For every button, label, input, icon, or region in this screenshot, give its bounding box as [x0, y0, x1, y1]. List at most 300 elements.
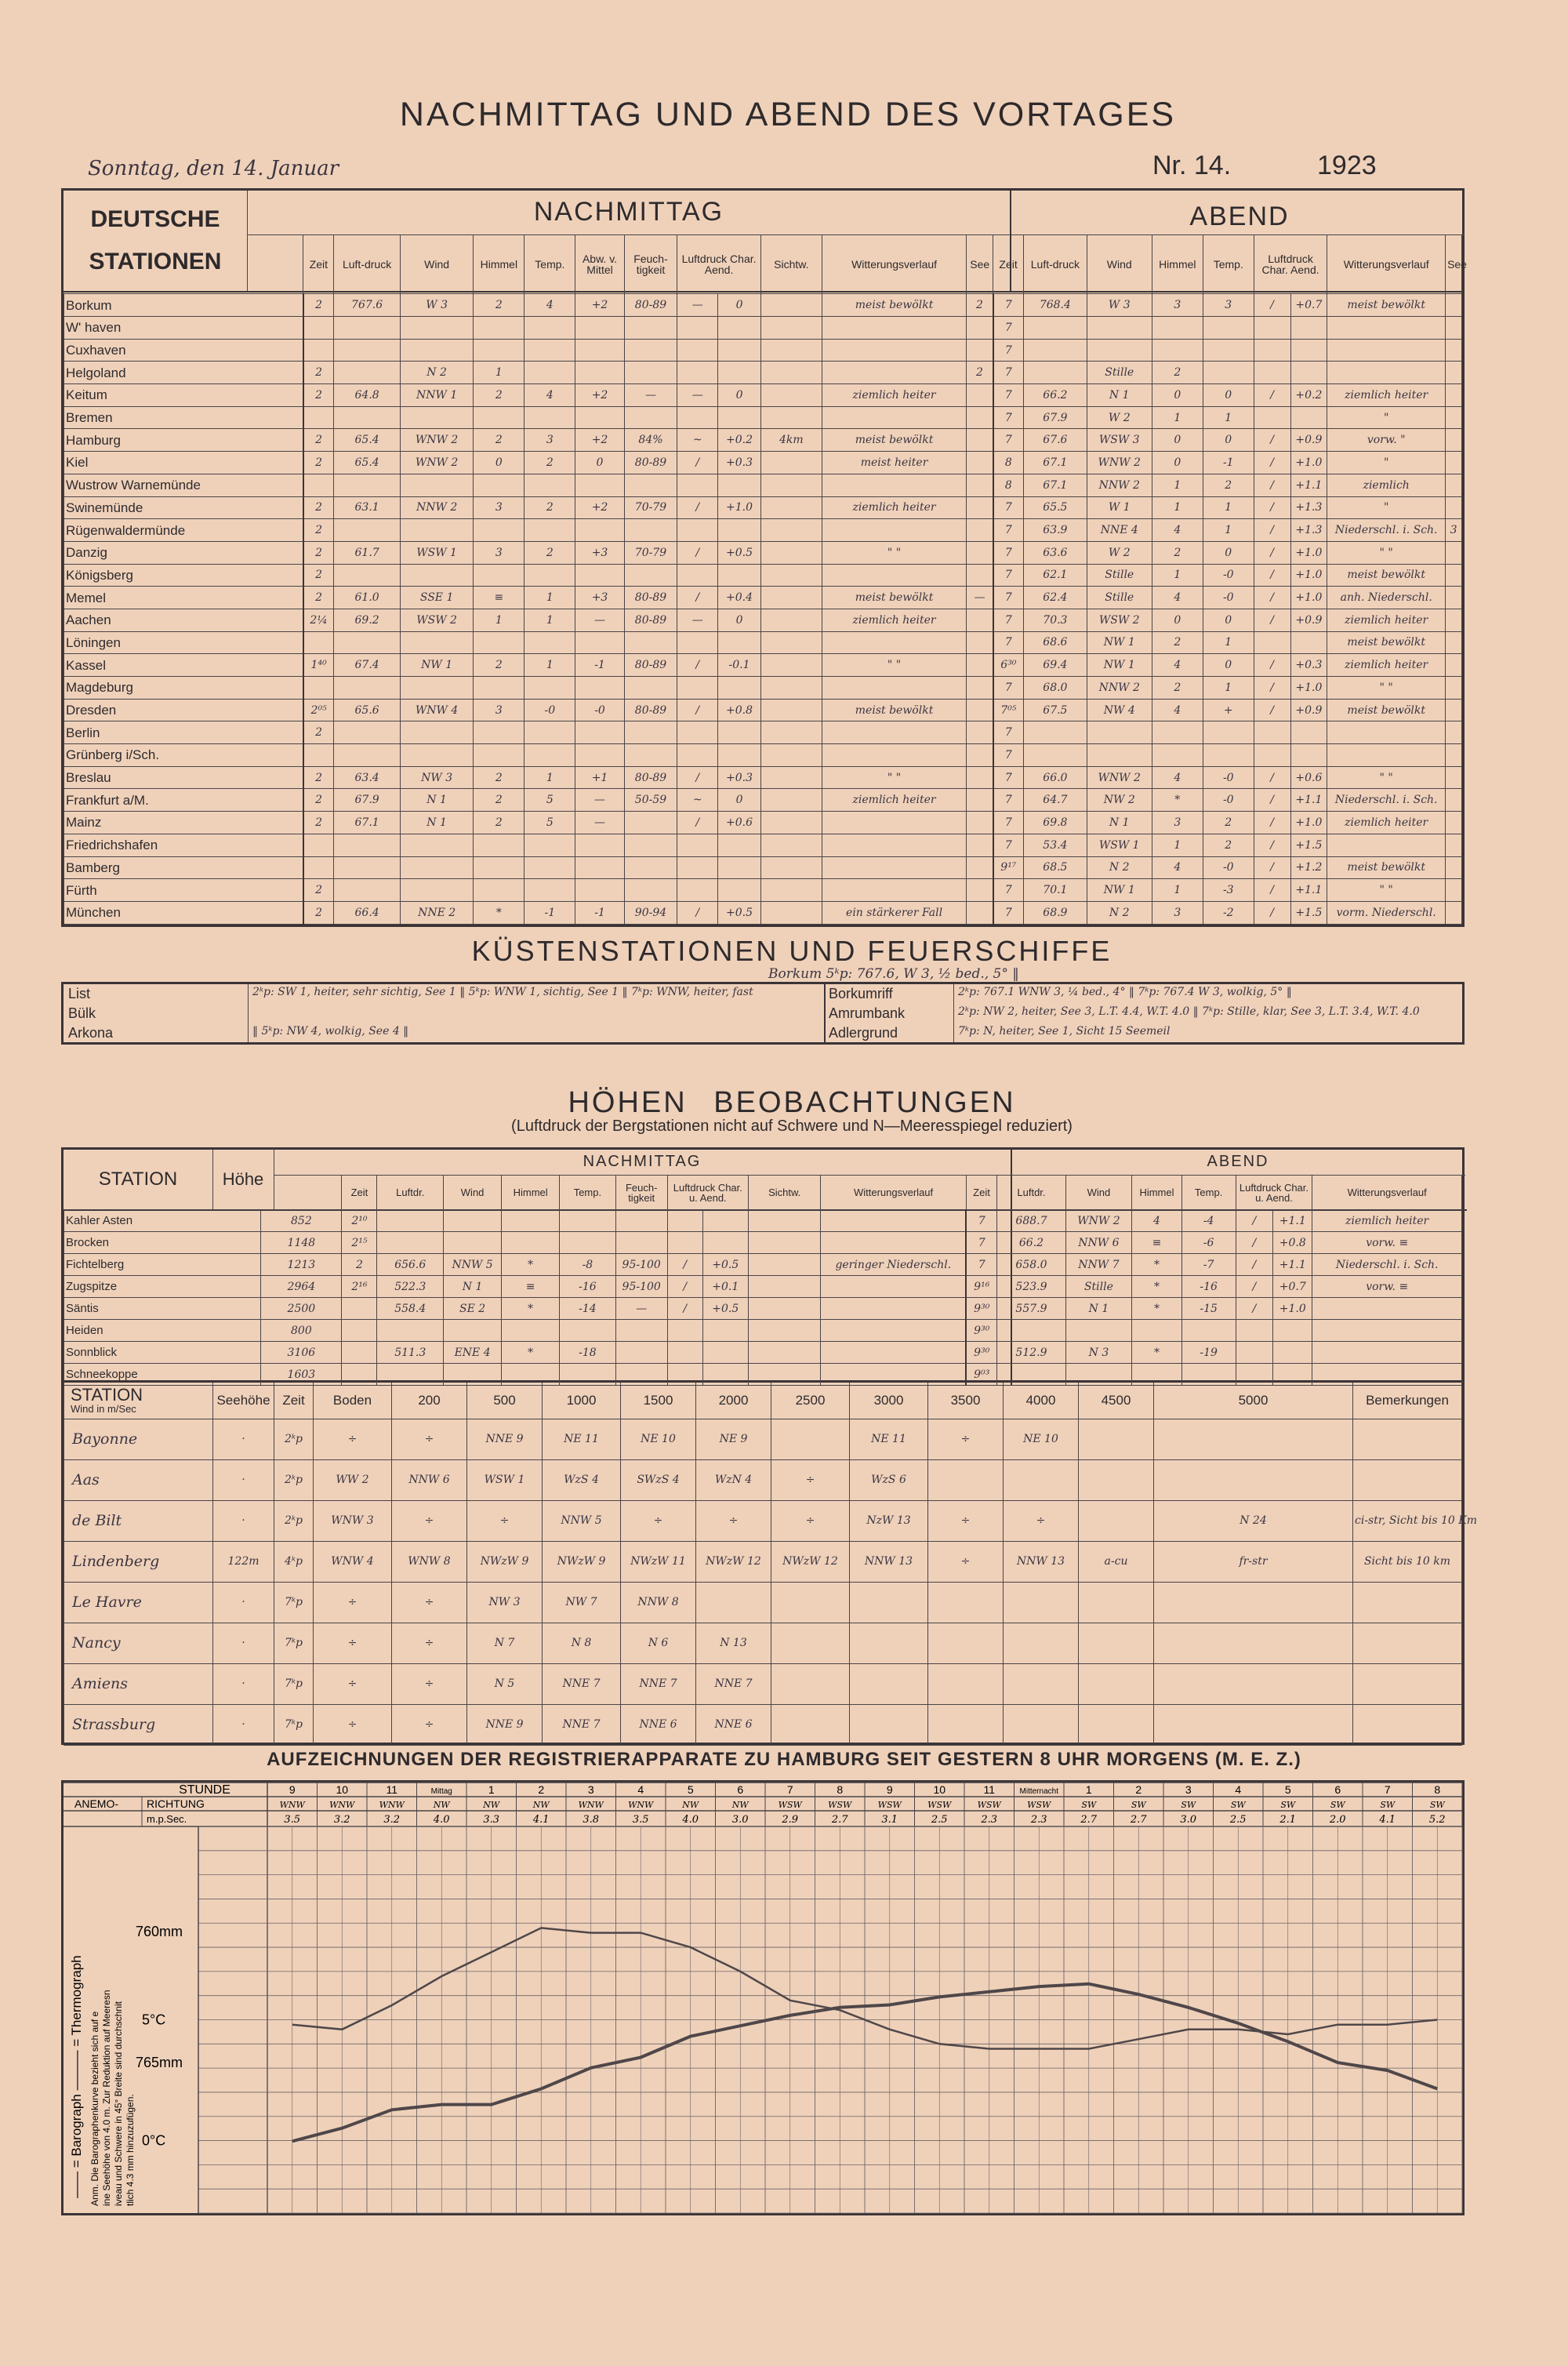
n-value: [334, 744, 400, 767]
upper-value: WW 2: [314, 1459, 392, 1500]
a-value: +0.9: [1290, 429, 1327, 452]
station-row: [64, 474, 1462, 496]
station-row: [64, 699, 1462, 721]
mountain-row: [64, 1298, 1462, 1320]
a-value: 7: [993, 294, 1024, 317]
upper-value: [771, 1663, 850, 1704]
h-a-value: -6: [1181, 1232, 1236, 1254]
a-value: -0: [1203, 766, 1254, 789]
upper-value: [1353, 1582, 1462, 1623]
upper-value: NWzW 12: [771, 1541, 850, 1582]
h-n-value: *: [502, 1298, 560, 1320]
n-value: 0: [718, 384, 761, 407]
upper-value: 7ᵏp: [274, 1663, 314, 1704]
wind-speed: 3.0: [731, 1814, 749, 1826]
upper-value: [1353, 1704, 1462, 1745]
a-value: [1254, 406, 1290, 429]
a-value: +1.0: [1290, 452, 1327, 474]
h-a-value: /: [1236, 1254, 1273, 1276]
n-value: [524, 879, 575, 902]
n-value: [474, 631, 524, 654]
mountain-height: 1603: [261, 1364, 342, 1386]
a-value: 7: [993, 789, 1024, 812]
upper-value: NNE 9: [467, 1704, 543, 1745]
n-value: [575, 879, 624, 902]
n-value: 0: [718, 789, 761, 812]
n-value: [624, 631, 677, 654]
h-n-value: [342, 1342, 377, 1364]
n-value: [967, 317, 993, 340]
a-value: vorm. Niederschl.: [1327, 901, 1446, 924]
left_entries: ‖ 5ᵏp: NW 4, wolkig, See 4 ‖: [252, 1025, 409, 1038]
n-value: NW 3: [400, 766, 474, 789]
upper-col-4: 500: [467, 1383, 543, 1419]
a-value: 7: [993, 609, 1024, 631]
h-n-value: -16: [560, 1276, 615, 1298]
h-a-value: *: [1132, 1276, 1181, 1298]
n-value: /: [677, 587, 718, 609]
h-n-value: [667, 1320, 702, 1342]
n-value: [967, 609, 993, 631]
upper-value: [928, 1663, 1004, 1704]
a-value: 4: [1152, 519, 1203, 542]
a-value: /: [1254, 519, 1290, 542]
a-value: [1254, 744, 1290, 767]
n-value: 2: [474, 384, 524, 407]
mountain-height: 1148: [261, 1232, 342, 1254]
upper-value: NWzW 9: [467, 1541, 543, 1582]
upper-value: 7ᵏp: [274, 1582, 314, 1623]
a-value: 64.7: [1024, 789, 1087, 812]
upper-station-header: [64, 1383, 213, 1419]
wind-direction: SW: [1081, 1800, 1097, 1810]
a-value: [1446, 564, 1462, 587]
n-value: [624, 519, 677, 542]
a-value: 7: [993, 677, 1024, 700]
h-n-value: [748, 1320, 821, 1342]
right_names: Borkumriff: [829, 986, 893, 1001]
h-n-value: [342, 1298, 377, 1320]
n-value: [334, 834, 400, 856]
h-n-value: [377, 1232, 444, 1254]
n-value: [334, 474, 400, 496]
col-a-1: Luft-druck: [1024, 234, 1087, 294]
note-line: ine Seehöhe von 4.0 m. Zur Reduktion auf Meeresn: [101, 1990, 112, 2206]
left_names: Arkona: [68, 1025, 114, 1041]
upper-value: [1004, 1704, 1079, 1745]
a-value: 2: [1203, 474, 1254, 496]
coast-right-column: [824, 984, 954, 1042]
n-value: [575, 677, 624, 700]
a-value: [1446, 429, 1462, 452]
h-n-value: [615, 1210, 667, 1232]
a-value: [1087, 721, 1152, 744]
h-a-value: -16: [1181, 1276, 1236, 1298]
n-value: [334, 631, 400, 654]
a-value: [1446, 339, 1462, 362]
n-value: /: [677, 812, 718, 834]
n-value: +0.3: [718, 452, 761, 474]
n-value: 2: [474, 294, 524, 317]
n-value: [718, 317, 761, 340]
station-name: Memel: [64, 587, 303, 609]
n-value: [760, 901, 822, 924]
a-value: NW 4: [1087, 699, 1152, 721]
upper-value: 7ᵏp: [274, 1623, 314, 1663]
h-col-a-0: Zeit: [966, 1176, 997, 1210]
mountain-name: Heiden: [64, 1320, 261, 1342]
a-value: 63.6: [1024, 541, 1087, 564]
upper-value: NWzW 12: [696, 1541, 771, 1582]
n-value: [303, 474, 334, 496]
n-value: [524, 474, 575, 496]
h-a-value: -15: [1181, 1298, 1236, 1320]
n-value: -0: [524, 699, 575, 721]
issue-number: Nr. 14.: [1152, 151, 1232, 180]
a-value: WNW 2: [1087, 766, 1152, 789]
wind-speed: 4.0: [682, 1814, 699, 1826]
upper-station-name: de Bilt: [64, 1500, 213, 1541]
n-value: 5: [524, 789, 575, 812]
n-value: 65.4: [334, 452, 400, 474]
a-value: /: [1254, 834, 1290, 856]
mountain-row: [64, 1210, 1462, 1232]
h-n-value: [560, 1320, 615, 1342]
a-value: [1203, 362, 1254, 384]
h-col-a-4: Temp.: [1181, 1176, 1236, 1210]
n-value: [718, 474, 761, 496]
station-name: Rügenwaldermünde: [64, 519, 303, 542]
n-value: [822, 317, 967, 340]
a-value: /: [1254, 564, 1290, 587]
n-value: 2: [303, 384, 334, 407]
n-value: [967, 856, 993, 879]
upper-value: 4ᵏp: [274, 1541, 314, 1582]
stunde-label: STUNDE: [179, 1783, 230, 1797]
h-a-value: /: [1236, 1210, 1273, 1232]
hour-label: 5: [1284, 1783, 1291, 1796]
hour-label: Mitternacht: [1019, 1787, 1058, 1796]
a-value: [1446, 834, 1462, 856]
n-value: [760, 541, 822, 564]
n-value: 1: [524, 654, 575, 677]
n-value: " ": [822, 541, 967, 564]
h-n-value: +0.5: [702, 1298, 748, 1320]
a-value: [1024, 339, 1087, 362]
station-name: Kiel: [64, 452, 303, 474]
upper-row: [64, 1541, 1462, 1582]
n-value: WSW 1: [400, 541, 474, 564]
n-value: [474, 856, 524, 879]
wind-direction: WNW: [578, 1800, 604, 1810]
n-value: [624, 856, 677, 879]
a-value: " ": [1327, 677, 1446, 700]
station-row: [64, 317, 1462, 340]
wind-speed: 2.1: [1279, 1814, 1297, 1826]
n-value: 2: [303, 901, 334, 924]
wind-speed: 4.1: [1379, 1814, 1396, 1826]
h-a-value: N 3: [1065, 1342, 1132, 1364]
a-value: /: [1254, 587, 1290, 609]
a-value: meist bewölkt: [1327, 699, 1446, 721]
upper-value: NNW 5: [543, 1500, 621, 1541]
h-a-value: *: [1132, 1254, 1181, 1276]
n-value: [624, 879, 677, 902]
n-value: +2: [575, 496, 624, 519]
n-value: 69.2: [334, 609, 400, 631]
h-col-a-2: Wind: [1065, 1176, 1132, 1210]
h-col-a-3: Himmel: [1132, 1176, 1181, 1210]
mountain-name: Sonnblick: [64, 1342, 261, 1364]
mountain-name: Kahler Asten: [64, 1210, 261, 1232]
n-value: [400, 834, 474, 856]
upper-row: [64, 1623, 1462, 1663]
mountain-name: Säntis: [64, 1298, 261, 1320]
h-n-value: NNW 5: [444, 1254, 502, 1276]
mountain-row: [64, 1320, 1462, 1342]
upper-value: [928, 1704, 1004, 1745]
n-value: /: [677, 766, 718, 789]
wind-direction: NW: [532, 1800, 550, 1810]
a-value: [1446, 384, 1462, 407]
n-value: [624, 677, 677, 700]
h-n-value: 558.4: [377, 1298, 444, 1320]
wind-speed: 3.8: [583, 1814, 600, 1826]
a-value: ziemlich heiter: [1327, 812, 1446, 834]
n-value: ~: [677, 429, 718, 452]
col-n-5: Abw. v. Mittel: [575, 234, 624, 294]
a-value: 7: [993, 496, 1024, 519]
col-a-6: Witterungsverlauf: [1327, 234, 1446, 294]
n-value: [474, 834, 524, 856]
a-value: N 1: [1087, 812, 1152, 834]
a-value: 0: [1152, 384, 1203, 407]
a-value: *: [1152, 789, 1203, 812]
a-value: +0.9: [1290, 699, 1327, 721]
h-n-value: SE 2: [444, 1298, 502, 1320]
n-value: 2¼: [303, 609, 334, 631]
a-value: 67.1: [1024, 474, 1087, 496]
h-a-value: +1.1: [1273, 1210, 1312, 1232]
station-name: Danzig: [64, 541, 303, 564]
col-n-0: Zeit: [303, 234, 334, 294]
a-value: 67.1: [1024, 452, 1087, 474]
h-a-value: N 1: [1065, 1298, 1132, 1320]
upper-col-12: 4500: [1079, 1383, 1154, 1419]
n-value: [967, 406, 993, 429]
a-value: 2: [1203, 834, 1254, 856]
mountain-name: Fichtelberg: [64, 1254, 261, 1276]
station-name: Friedrichshafen: [64, 834, 303, 856]
upper-value: [1079, 1582, 1154, 1623]
a-value: WSW 3: [1087, 429, 1152, 452]
n-value: [822, 564, 967, 587]
mountain-row: [64, 1342, 1462, 1364]
n-value: [718, 677, 761, 700]
n-value: [303, 631, 334, 654]
a-value: [1203, 744, 1254, 767]
a-value: [1446, 789, 1462, 812]
n-value: WNW 2: [400, 452, 474, 474]
h-a-value: [1273, 1320, 1312, 1342]
n-value: [474, 879, 524, 902]
h-a-value: [1312, 1320, 1462, 1342]
wind-direction: SW: [1230, 1800, 1246, 1810]
upper-value: NNW 8: [621, 1582, 696, 1623]
upper-value: [771, 1704, 850, 1745]
h-a-value: +0.8: [1273, 1232, 1312, 1254]
n-value: [967, 339, 993, 362]
n-value: 4: [524, 294, 575, 317]
a-value: /: [1254, 452, 1290, 474]
upper-value: [850, 1582, 928, 1623]
upper-row: [64, 1419, 1462, 1459]
n-value: [303, 856, 334, 879]
upper-value: ·: [213, 1582, 274, 1623]
n-value: N 2: [400, 362, 474, 384]
station-row: [64, 541, 1462, 564]
a-value: +0.9: [1290, 609, 1327, 631]
a-value: +1.1: [1290, 789, 1327, 812]
n-value: [575, 339, 624, 362]
n-value: [677, 564, 718, 587]
n-value: 84%: [624, 429, 677, 452]
upper-value: NNE 7: [621, 1663, 696, 1704]
wind-direction: WNW: [628, 1800, 654, 1810]
a-value: [1290, 406, 1327, 429]
h-col-n-0: Zeit: [342, 1176, 377, 1210]
n-value: [760, 834, 822, 856]
a-value: 67.9: [1024, 406, 1087, 429]
a-value: +1.1: [1290, 879, 1327, 902]
a-value: WNW 2: [1087, 452, 1152, 474]
h-a-value: [997, 1320, 1065, 1342]
a-value: +1.0: [1290, 541, 1327, 564]
upper-value: [1079, 1663, 1154, 1704]
n-value: [967, 474, 993, 496]
a-value: 0: [1203, 654, 1254, 677]
n-value: [400, 474, 474, 496]
wind-speed: 2.3: [981, 1814, 998, 1826]
upper-value: ÷: [771, 1500, 850, 1541]
station-name: Fürth: [64, 879, 303, 902]
h-a-value: *: [1132, 1342, 1181, 1364]
h-a-value: NNW 6: [1065, 1232, 1132, 1254]
h-a-value: -4: [1181, 1210, 1236, 1232]
wind-direction: SW: [1280, 1800, 1296, 1810]
wind-speed: 2.3: [1030, 1814, 1047, 1826]
n-value: [334, 677, 400, 700]
h-a-value: Niederschl. i. Sch.: [1312, 1254, 1462, 1276]
h-col-a-6: Witterungsverlauf: [1312, 1176, 1462, 1210]
n-value: [524, 339, 575, 362]
n-value: *: [474, 901, 524, 924]
n-value: [400, 519, 474, 542]
a-value: 1: [1152, 834, 1203, 856]
a-value: Niederschl. i. Sch.: [1327, 789, 1446, 812]
n-value: 4km: [760, 429, 822, 452]
hour-label: 11: [983, 1783, 996, 1796]
a-value: [1087, 339, 1152, 362]
a-value: +1.0: [1290, 677, 1327, 700]
mountain-row: [64, 1232, 1462, 1254]
upper-value: ·: [213, 1704, 274, 1745]
upper-value: ÷: [621, 1500, 696, 1541]
wind-speed: 2.7: [1130, 1814, 1147, 1826]
a-value: +1.2: [1290, 856, 1327, 879]
n-value: 61.7: [334, 541, 400, 564]
upper-value: ÷: [314, 1419, 392, 1459]
n-value: [474, 474, 524, 496]
section-abend: ABEND: [1189, 202, 1290, 231]
upper-col-14: Bemerkungen: [1353, 1383, 1462, 1419]
upper-wind-label: Wind in m/Sec: [71, 1403, 136, 1416]
n-value: /: [677, 541, 718, 564]
n-value: [967, 699, 993, 721]
a-value: +1.5: [1290, 901, 1327, 924]
n-value: +2: [575, 294, 624, 317]
col-n-6: Feuch-tigkeit: [624, 234, 677, 294]
wind-speed: 2.0: [1329, 1814, 1346, 1826]
a-value: -0: [1203, 564, 1254, 587]
h-n-value: [502, 1210, 560, 1232]
n-value: 2: [303, 519, 334, 542]
h-col-n-3: Himmel: [502, 1176, 560, 1210]
upper-value: WNW 3: [314, 1500, 392, 1541]
h-a-value: /: [1236, 1276, 1273, 1298]
n-value: —: [575, 609, 624, 631]
station-row: [64, 587, 1462, 609]
a-value: -0: [1203, 856, 1254, 879]
wind-direction: WSW: [778, 1800, 802, 1810]
upper-value: [928, 1582, 1004, 1623]
hour-label: 6: [737, 1783, 744, 1796]
station-row: [64, 654, 1462, 677]
n-value: 1: [474, 362, 524, 384]
n-value: 80-89: [624, 294, 677, 317]
n-value: 2: [303, 766, 334, 789]
n-value: meist bewölkt: [822, 699, 967, 721]
a-value: +0.3: [1290, 654, 1327, 677]
n-value: [575, 474, 624, 496]
a-value: 1: [1203, 519, 1254, 542]
upper-value: WNW 4: [314, 1541, 392, 1582]
n-value: [760, 339, 822, 362]
n-value: [718, 879, 761, 902]
station-row: [64, 496, 1462, 519]
n-value: [967, 879, 993, 902]
records-panel: [61, 1780, 1465, 2215]
a-value: +1.3: [1290, 519, 1327, 542]
hour-label: 8: [837, 1783, 844, 1796]
a-value: anh. Niederschl.: [1327, 587, 1446, 609]
n-value: [760, 631, 822, 654]
h-col-n-1: Luftdr.: [377, 1176, 444, 1210]
h-n-value: [444, 1210, 502, 1232]
station-name: Berlin: [64, 721, 303, 744]
hour-label: Mittag: [430, 1787, 452, 1796]
n-value: 2: [303, 496, 334, 519]
wind-speed: 4.1: [532, 1814, 550, 1826]
a-value: /: [1254, 474, 1290, 496]
n-value: /: [677, 496, 718, 519]
a-value: 62.4: [1024, 587, 1087, 609]
upper-value: [1004, 1663, 1079, 1704]
a-value: " ": [1327, 766, 1446, 789]
n-value: ziemlich heiter: [822, 496, 967, 519]
n-value: [760, 699, 822, 721]
upper-station-name: Bayonne: [64, 1419, 213, 1459]
